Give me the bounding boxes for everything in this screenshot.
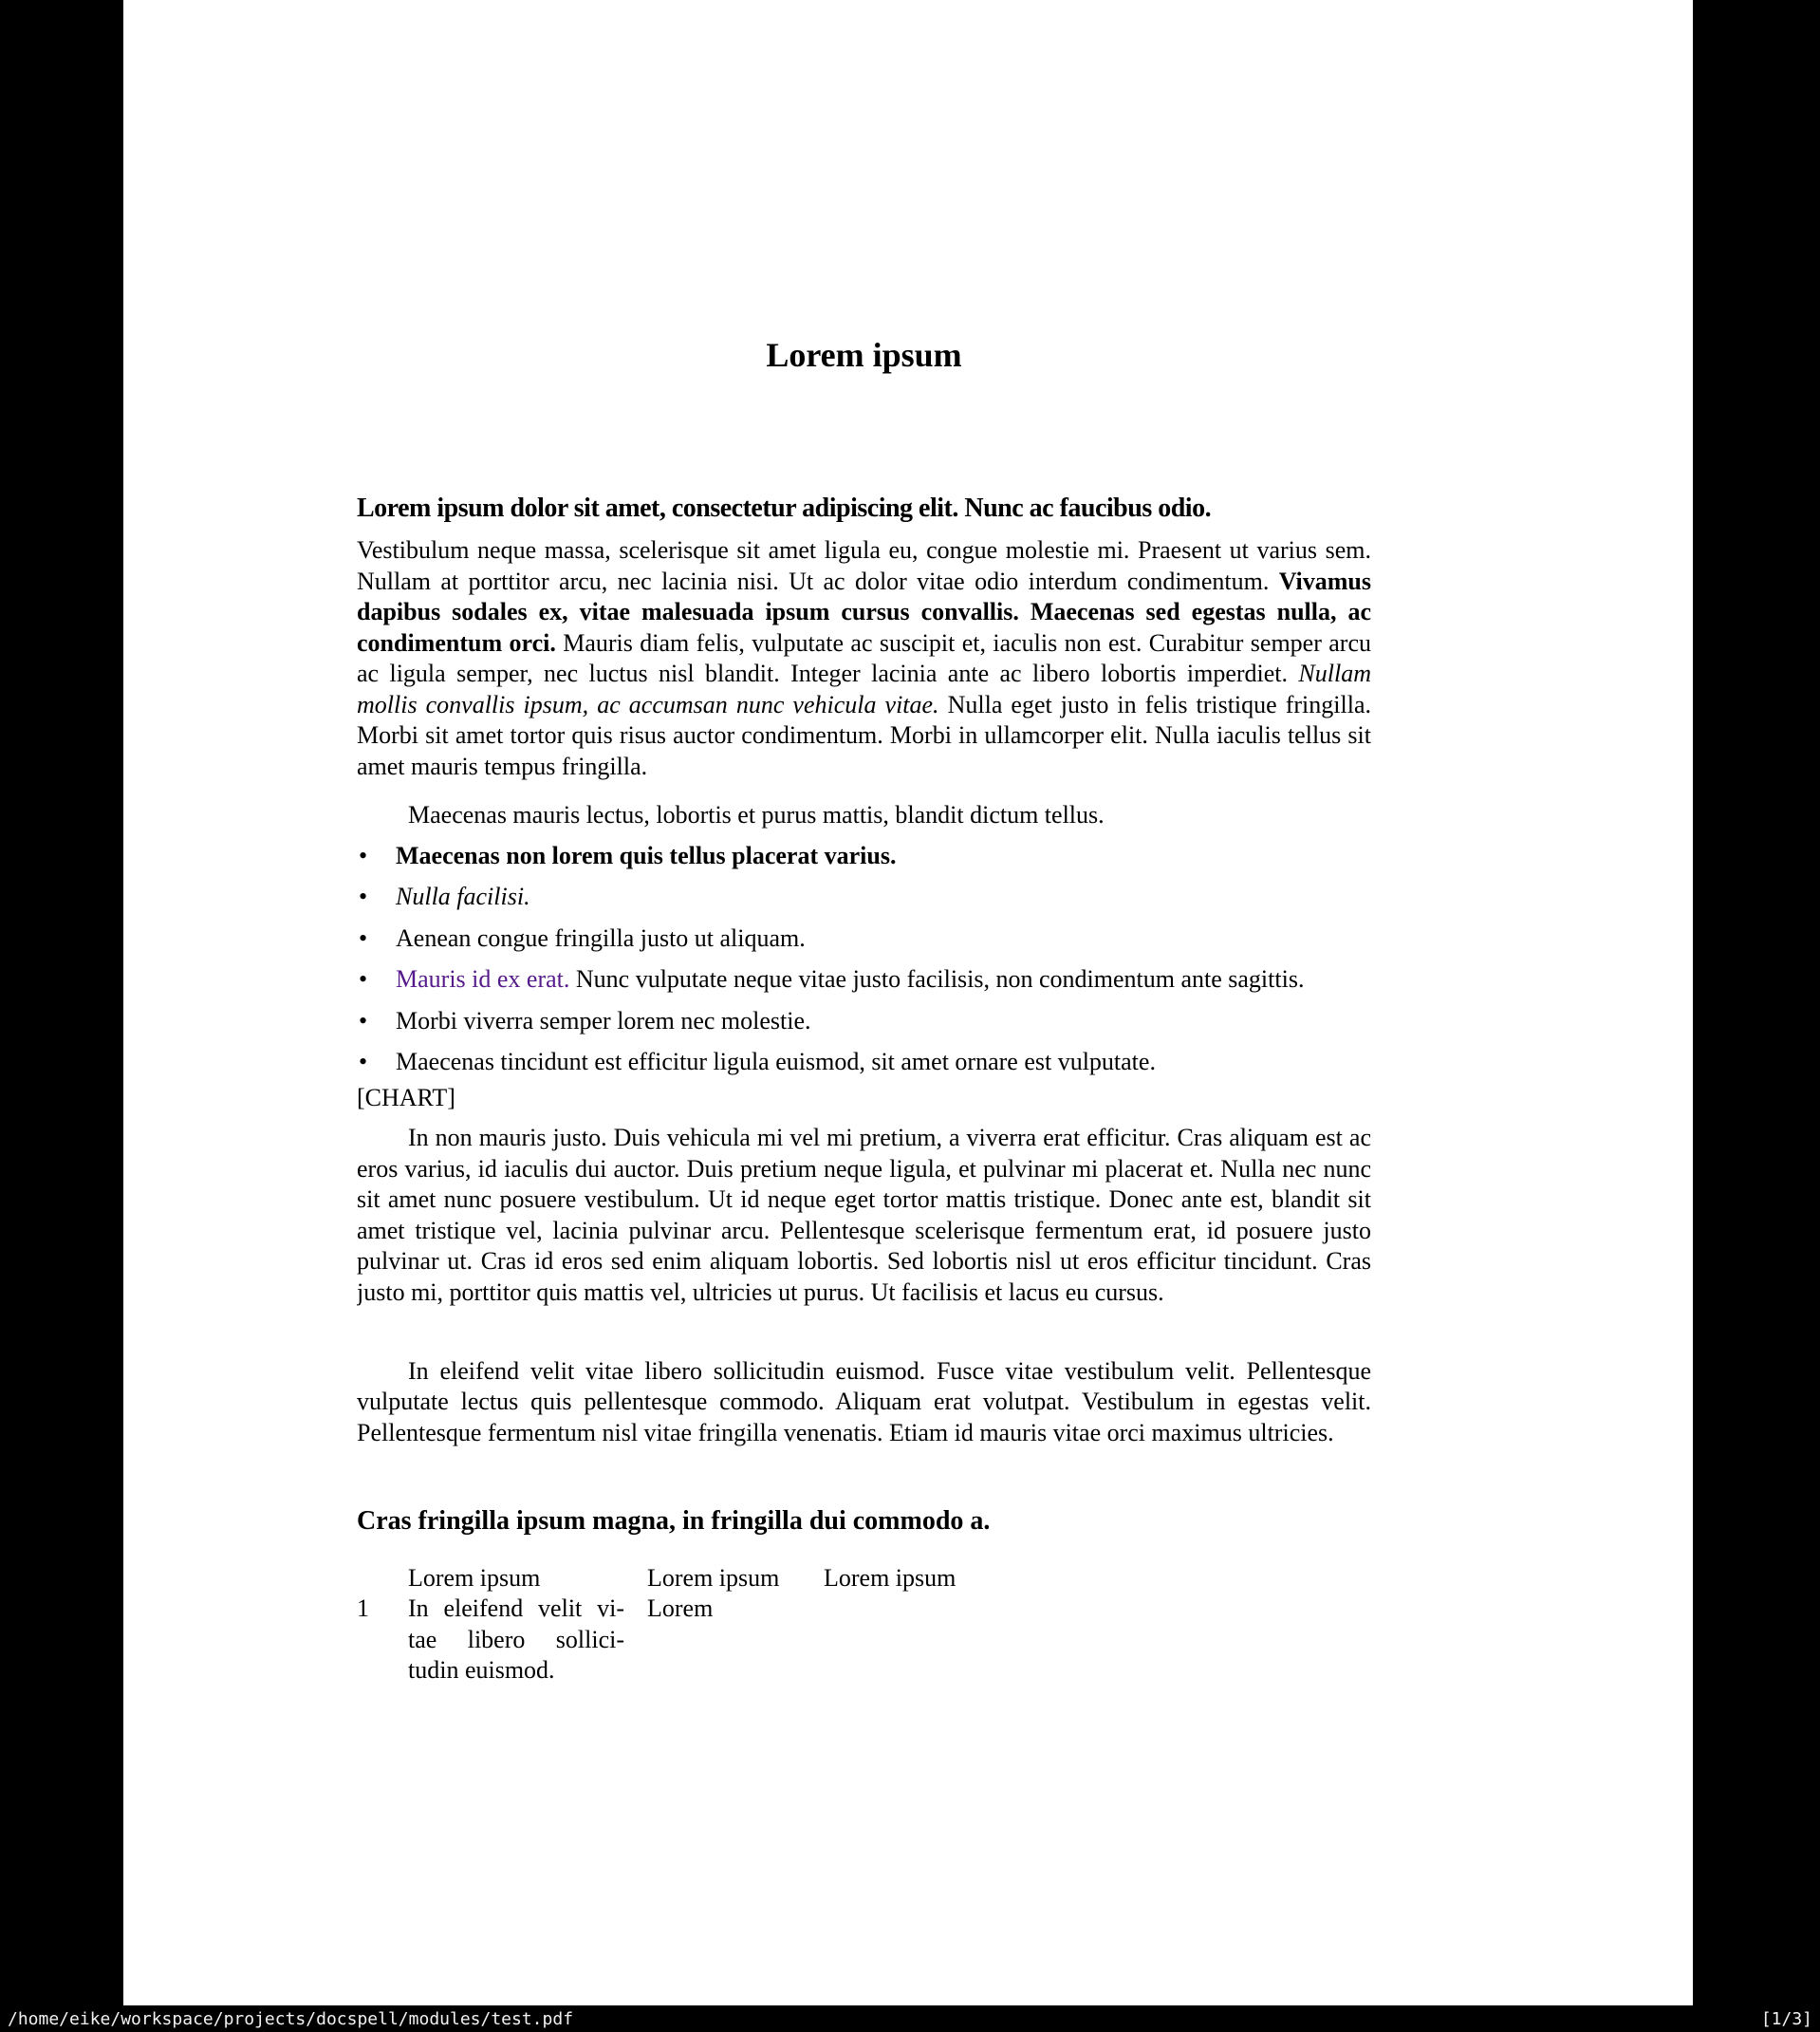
paragraph-1: [357, 535, 1371, 782]
document-title: Lorem ipsum: [766, 336, 962, 374]
text-run-bold: Maecenas non lorem quis tellus placerat varius.: [396, 841, 897, 869]
table-cell-line: tudin euismod.: [408, 1656, 555, 1684]
link-mauris-id-ex-erat[interactable]: Mauris id ex erat.: [396, 965, 570, 993]
document-content: [357, 0, 1371, 1687]
table-header-cell: Lorem ipsum: [647, 1563, 780, 1592]
text-run-normal: Aenean congue fringilla justo ut aliquam.: [396, 923, 806, 952]
table-header-cell: Lorem ipsum: [824, 1563, 956, 1592]
table-cell: [824, 1594, 1371, 1687]
bullet-icon: •: [359, 923, 368, 952]
table-row-number: 1: [357, 1594, 369, 1622]
bullet-icon: •: [359, 965, 368, 993]
text-run-normal: Nunc vulputate neque vitae justo facilisis, non condimentum ante sagittis.: [569, 965, 1305, 993]
text-run-normal: Vestibulum neque massa, scelerisque sit amet ligula eu, congue molestie mi. Praesent ut varius sem. Nullam at porttitor arcu, nec lacinia nisi. Ut ac dolor vitae odio interdum condimentum.: [357, 536, 1371, 595]
data-table: [357, 1563, 1371, 1687]
bullet-list: [357, 841, 1371, 1078]
list-item: [357, 841, 1371, 872]
bullet-icon: •: [359, 883, 368, 910]
bullet-icon: •: [359, 1006, 368, 1035]
document-page[interactable]: [123, 0, 1693, 2005]
text-run-bold: Vivamus dapibus sodales ex, vitae malesuada ipsum cursus convallis. Maecenas sed egestas nulla, ac condimentum orci.: [357, 567, 1371, 657]
list-item: [357, 882, 1371, 913]
table-header-corner: [357, 1563, 408, 1594]
list-item: [357, 923, 1371, 955]
bullet-icon: •: [359, 841, 368, 869]
text-run-normal: Mauris diam felis, vulputate ac suscipit et, iaculis non est. Curabitur semper arcu ac ligula semper, nec luctus nisl blandit. Integer lacinia ante ac libero lobortis imperdiet.: [357, 628, 1371, 687]
status-bar: [0, 2005, 1820, 2032]
text-run-normal: Morbi viverra semper lorem nec molestie.: [396, 1006, 811, 1035]
section-heading-2: Cras fringilla ipsum magna, in fringilla dui commodo a.: [357, 1505, 991, 1536]
section-heading-1: Lorem ipsum dolor sit amet, consectetur adipiscing elit. Nunc ac faucibus odio.: [357, 494, 1212, 523]
table-cell-line: tae libero sollici-: [408, 1625, 624, 1653]
table-cell-line: In eleifend velit vi-: [408, 1594, 624, 1622]
file-path: /home/eike/workspace/projects/docspell/modules/test.pdf: [8, 2008, 574, 2029]
table-cell: Lorem: [647, 1594, 714, 1622]
text-run-italic: Nulla facilisi.: [396, 883, 530, 910]
text-run-normal: Maecenas tincidunt est efficitur ligula euismod, sit amet ornare est vulputate.: [396, 1048, 1156, 1075]
paragraph-indented: Maecenas mauris lectus, lobortis et purus mattis, blandit dictum tellus.: [408, 801, 1105, 829]
list-item: [357, 964, 1371, 996]
table-cell: [408, 1594, 624, 1687]
list-item: [357, 1006, 1371, 1037]
text-run-italic: Nullam mollis convallis ipsum, ac accumsan nunc vehicula vitae.: [357, 660, 1371, 718]
list-item: [357, 1047, 1371, 1078]
text-run-normal: Nulla eget justo in felis tristique fringilla. Morbi sit amet tortor quis risus auctor condimentum. Morbi in ullamcorper elit. Nulla iaculis tellus sit amet mauris tempus fringilla.: [357, 690, 1371, 780]
chart-placeholder: [CHART]: [357, 1083, 455, 1111]
paragraph-3: In eleifend velit vitae libero sollicitudin euismod. Fusce vitae vestibulum velit. Pellentesque vulputate lectus quis pellentesque commodo. Aliquam erat volutpat. Vestibulum in egestas velit. Pellentesque fermentum nisl vitae fringilla venenatis. Etiam id mauris vitae orci maximus ultricies.: [357, 1356, 1371, 1446]
bullet-icon: •: [359, 1048, 368, 1075]
page-indicator: [1/3]: [1760, 2008, 1812, 2029]
paragraph-2: In non mauris justo. Duis vehicula mi vel mi pretium, a viverra erat efficitur. Cras aliquam est ac eros varius, id iaculis dui auctor. Duis pretium neque ligula, et pulvinar mi placerat et. Nulla nec nunc sit amet nunc posuere vestibulum. Ut id neque eget tortor mattis tristique. Donec ante est, blandit sit amet tristique vel, lacinia pulvinar arcu. Pellentesque scelerisque fermentum erat, id posuere justo pulvinar ut. Cras id eros sed enim aliquam lobortis. Sed lobortis nisl ut eros efficitur tincidunt. Cras justo mi, porttitor quis mattis vel, ultricies ut purus. Ut facilisis et lacus eu cursus.: [357, 1124, 1371, 1306]
table-header-cell: Lorem ipsum: [408, 1563, 541, 1592]
